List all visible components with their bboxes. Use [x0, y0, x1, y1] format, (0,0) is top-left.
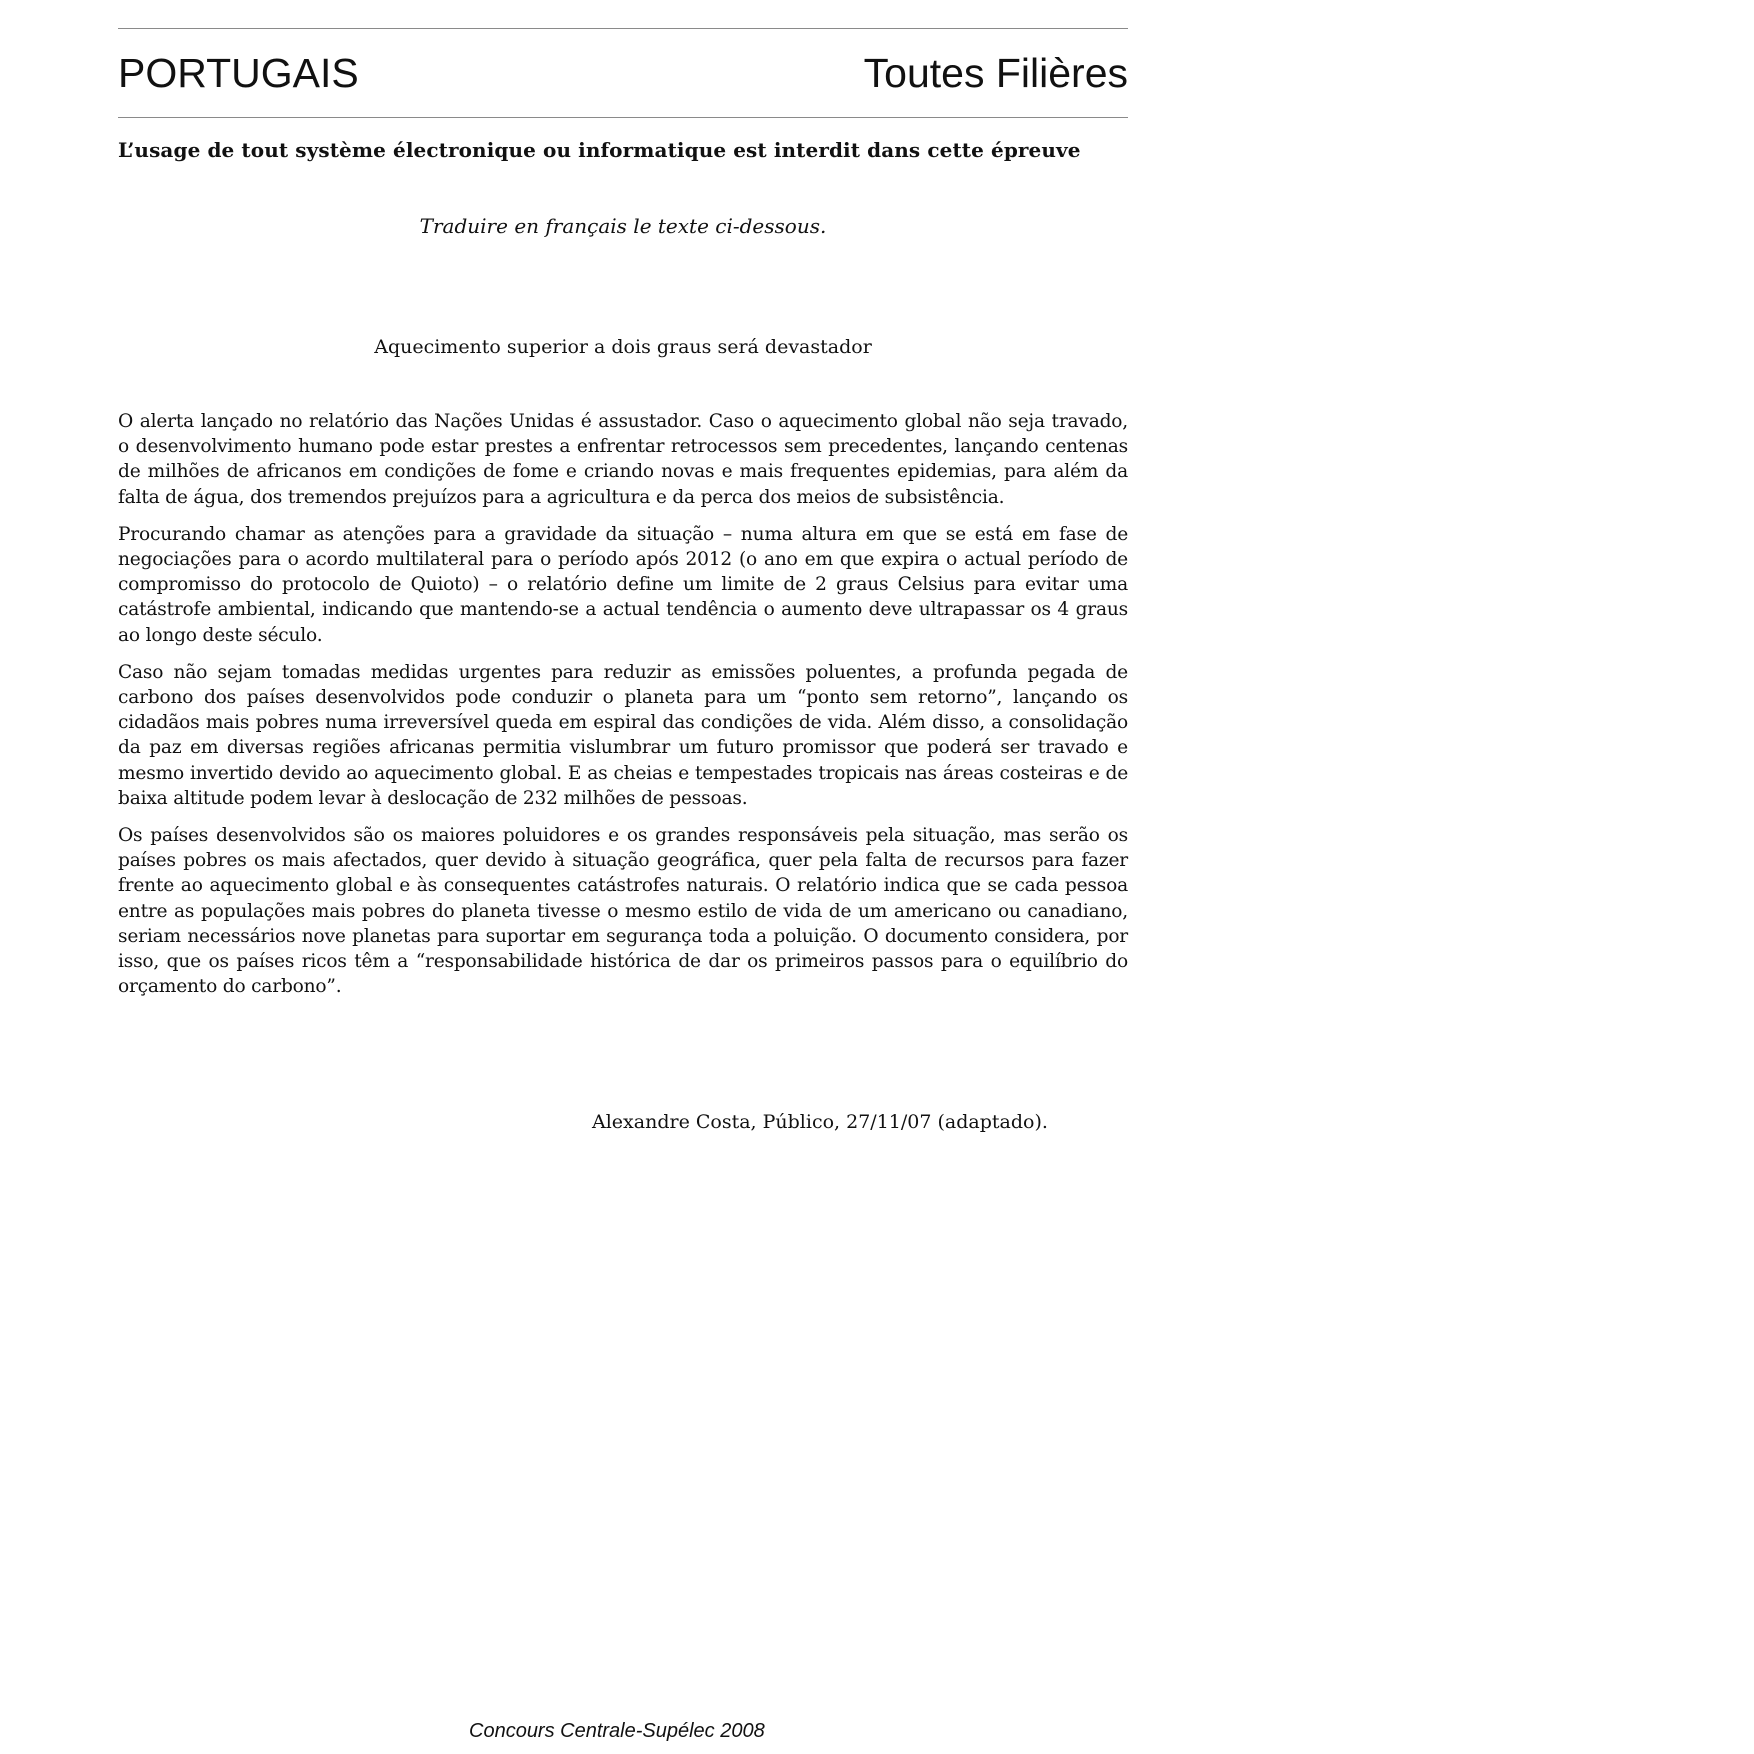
- article-paragraph: Os países desenvolvidos são os maiores poluidores e os grandes responsáveis pela situação, mas serão os países pobres os mais afectados, quer devido à situação geográfica, quer pela falta de recursos para fazer frente ao aquecimento global e às consequentes catástrofes naturais. O relatório indica que se cada pessoa entre as populações mais pobres do planeta tivesse o mesmo estilo de vida de um americano ou canadiano, seriam necessários nove planetas para suportar em segurança toda a poluição. O documento considera, por isso, que os países ricos têm a “responsabilidade histórica de dar os primeiros passos para o equilíbrio do orçamento do carbono”.: [118, 825, 1128, 998]
- electronics-notice: L’usage de tout système électronique ou informatique est interdit dans cette épreuve: [118, 138, 1081, 162]
- article-paragraph: Procurando chamar as atenções para a gravidade da situação – numa altura em que se está em fase de negociações para o acordo multilateral para o período após 2012 (o ano em que expira o actual período de compromisso do protocolo de Quioto) – o relatório define um limite de 2 graus Celsius para evitar uma catástrofe ambiental, indicando que mantendo-se a actual tendência o aumento deve ultrapassar os 4 graus ao longo deste século.: [118, 523, 1128, 646]
- exam-header: [118, 29, 1128, 117]
- article-source: Alexandre Costa, Público, 27/11/07 (adaptado).: [592, 1111, 1048, 1133]
- exam-page: [118, 28, 1128, 1011]
- header-bottom-rule: [118, 117, 1128, 118]
- subject-title: PORTUGAIS: [118, 49, 359, 96]
- article-paragraph: Caso não sejam tomadas medidas urgentes para reduzir as emissões poluentes, a profunda pegada de carbono dos países desenvolvidos pode conduzir o planeta para um “ponto sem retorno”, lançando os cidadãos mais pobres numa irreversível queda em espiral das condições de vida. Além disso, a consolidação da paz em diversas regiões africanas permitia vislumbrar um futuro promissor que poderá ser travado e mesmo invertido devido ao aquecimento global. E as cheias e tempestades tropicais nas áreas costeiras e de baixa altitude podem levar à deslocação de 232 milhões de pessoas.: [118, 661, 1128, 809]
- page-footer: Concours Centrale-Supélec 2008: [469, 1720, 765, 1742]
- article-title: Aquecimento superior a dois graus será devastador: [374, 336, 872, 358]
- article-body: [118, 409, 1128, 999]
- track-title: Toutes Filières: [863, 49, 1128, 96]
- article-paragraph: O alerta lançado no relatório das Nações Unidas é assustador. Caso o aquecimento global não seja travado, o desenvolvimento humano pode estar prestes a enfrentar retrocessos sem precedentes, lançando centenas de milhões de africanos em condições de fome e criando novas e mais frequentes epidemias, para além da falta de água, dos tremendos prejuízos para a agricultura e da perca dos meios de subsistência.: [118, 411, 1128, 508]
- translation-instruction: Traduire en français le texte ci-dessous.: [419, 214, 827, 238]
